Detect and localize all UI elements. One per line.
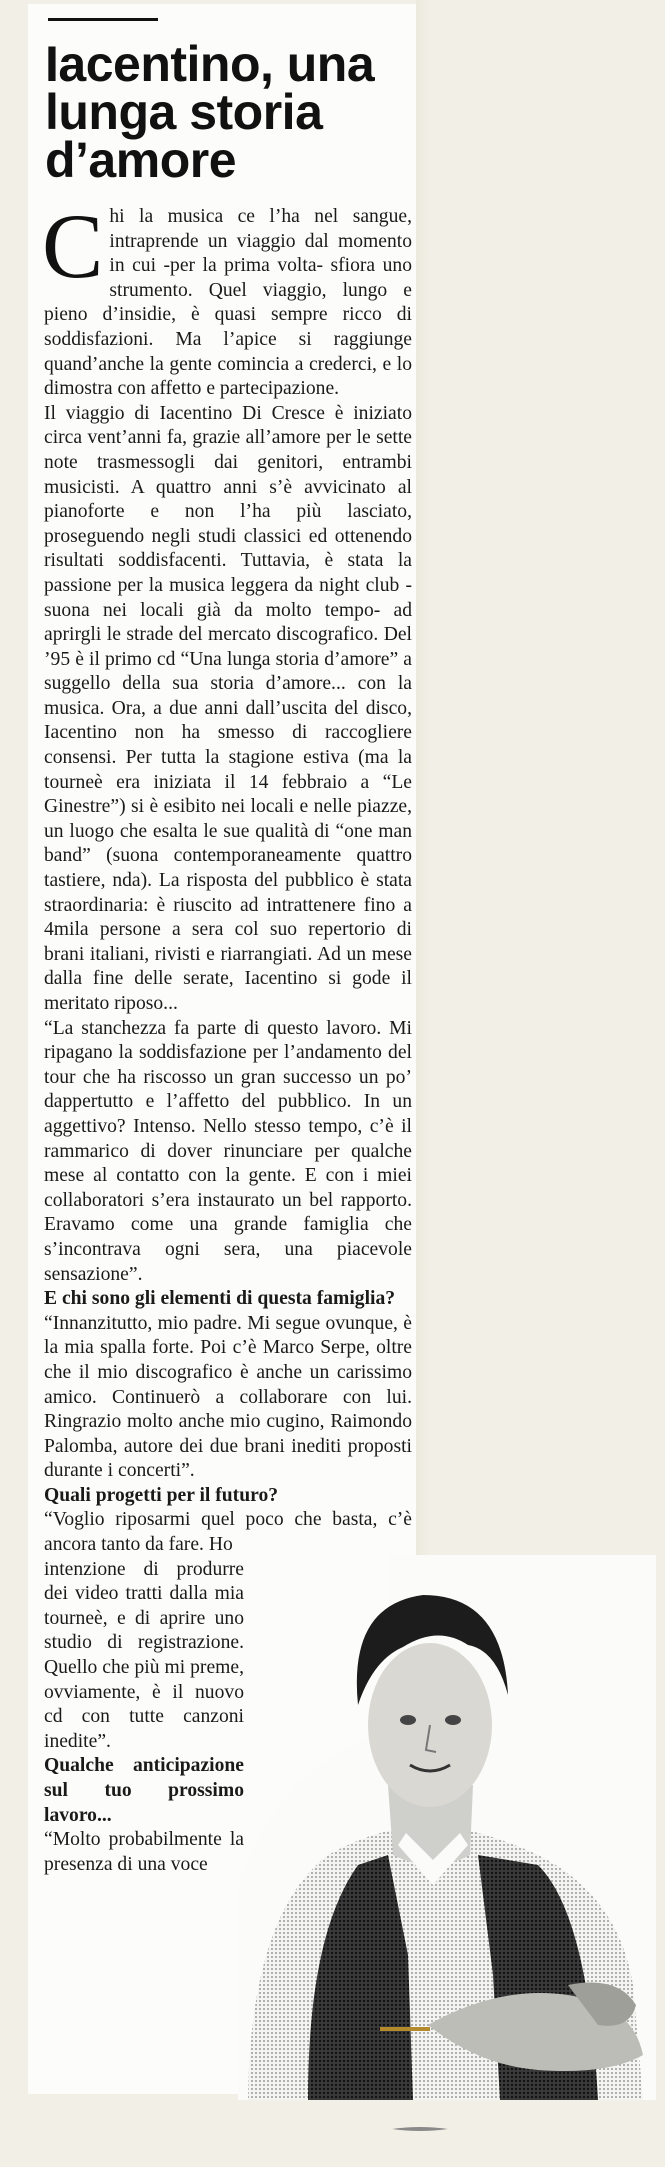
interview-question: Qualche anticipazione sul tuo prossimo lavoro... bbox=[44, 1755, 244, 1826]
top-rule bbox=[48, 18, 158, 21]
headline-line-3: d’amore bbox=[45, 132, 237, 188]
drop-cap: C bbox=[42, 195, 104, 297]
headline-line-1: Iacentino, una bbox=[45, 36, 375, 92]
intro-paragraph bbox=[42, 195, 412, 402]
answer-paragraph-cut: “Molto probabilmente la presenza di una voce bbox=[44, 1829, 244, 1875]
answer-paragraph: “Innanzitutto, mio padre. Mi segue ovunque, è la mia spalla forte. Poi c’è Marco Serpe, oltre che il mio discografico è anche un carissimo amico. Continuerò a collaborare con lui. Ringrazio molto anche mio cugino, Raimondo Palomba, autore dei due brani inediti proposti durante i concerti”. bbox=[44, 1312, 412, 1482]
musician-photo bbox=[238, 1555, 656, 2100]
interview-question: E chi sono gli elementi di questa famiglia? bbox=[44, 1288, 396, 1310]
scan-mark bbox=[390, 2125, 450, 2133]
answer-paragraph-start: “Voglio riposarmi quel poco che basta, c’è ancora tanto da fare. Ho bbox=[44, 1509, 412, 1556]
headline bbox=[45, 36, 405, 188]
body-paragraph: Il viaggio di Iacentino Di Cresce è iniziato circa vent’anni fa, grazie all’amore per le sette note trasmessogli dai genitori, entrambi musicisti. A quattro anni s’è avvicinato al pianoforte e non l’ha più lasciato, proseguendo negli studi classici ed ottenendo risultati soddisfacenti. Tuttavia, è stata la passione per la musica leggera da night club -suona nei locali già da molto tempo- ad aprirgli le strade del mercato discografico. Del ’95 è il primo cd “Una lunga storia d’amore” a suggello della sua storia d’amore... con la musica. Ora, a due anni dall’uscita del disco, Iacentino non ha smesso di raccogliere consensi. Per tutta la stagione estiva (ma la tourneè era iniziata il 14 febbraio a “Le Ginestre”) si è esibito nei locali e nelle piazze, un luogo che esalta le sue qualità di “one man band” (suona contemporaneamente quattro tastiere, nda). La risposta del pubblico è stata straordinaria: è riuscito ad intrattenere fino a 4mila persone a sera col suo repertorio di brani italiani, rivisti e riarrangiati. Ad un mese dalla fine delle serate, Iacentino si gode il meritato riposo... bbox=[44, 402, 412, 1014]
intro-text: hi la musica ce l’ha nel sangue, intraprende un viaggio dal momento in cui -per la prima volta- sfiora uno strumento. Quel viaggio, lungo e pieno d’insidie, è quasi sempre ricco di soddisfazioni. Ma l’apice si raggiunge quand’anche la gente comincia a crederci, e lo dimostra con affetto e partecipazione. bbox=[44, 206, 412, 400]
headline-line-2: lunga storia bbox=[45, 84, 323, 140]
interview-question: Quali progetti per il futuro? bbox=[44, 1484, 279, 1506]
answer-paragraph: “La stanchezza fa parte di questo lavoro. Mi ripagano la soddisfazione per l’andamento del tour che ha riscosso un gran successo un po’ dappertutto e l’affetto del pubblico. In un aggettivo? Intenso. Nello stesso tempo, c’è il rammarico di dover rinunciare per qualche mese al contatto con la gente. E con i miei collaboratori s’era instaurato un bel rapporto. Eravamo come una grande famiglia che s’incontrava ogni sera, una piacevole sensazione”. bbox=[44, 1017, 412, 1285]
answer-paragraph-narrow: intenzione di produrre dei video tratti dalla mia tourneè, e di aprire uno studio di registrazione. Quello che più mi preme, ovviamente, è il nuovo cd con tutte canzoni inedite”. bbox=[44, 1558, 244, 1752]
